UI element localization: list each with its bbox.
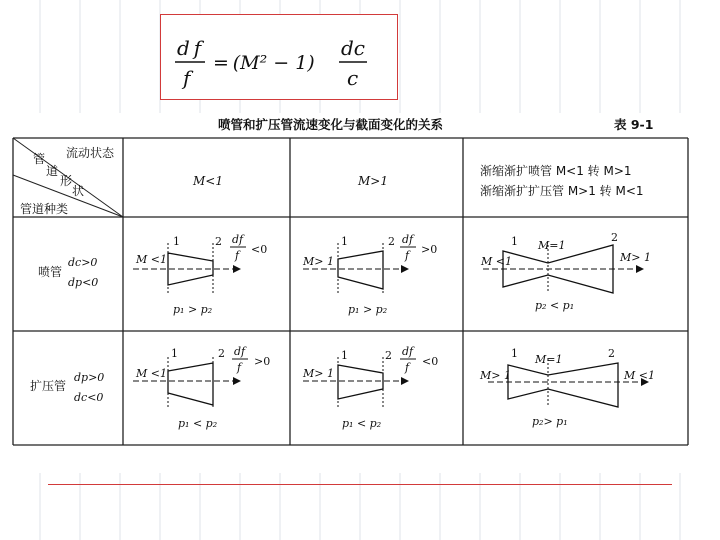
formula-rhs-denominator: c: [347, 66, 359, 90]
area-velocity-formula: [161, 15, 399, 101]
station-2-label: 2: [611, 231, 618, 244]
laval-diffuser-diagram: [488, 359, 648, 407]
table-9-1: [8, 113, 690, 473]
station-1-label: 1: [173, 235, 180, 248]
row-diffuser-cond1: dp>0: [74, 371, 105, 384]
pressure-relation: p₁ < p₂: [342, 417, 382, 430]
station-1-label: 1: [511, 235, 518, 248]
row-diffuser-cond2: dc<0: [74, 391, 104, 404]
f-label: f: [405, 361, 410, 374]
pressure-relation: p₁ < p₂: [178, 417, 218, 430]
f-label: f: [405, 249, 410, 262]
column-laval-diffuser: 渐缩渐扩扩压管 M>1 转 M<1: [480, 184, 644, 198]
corner-pipe-type: 管道种类: [20, 202, 69, 216]
area-sign: >0: [421, 243, 438, 256]
mach-label: M <1: [136, 253, 167, 266]
column-laval-nozzle: 渐缩渐扩喷管 M<1 转 M>1: [480, 164, 632, 178]
formula-lhs-numerator: d f: [177, 36, 202, 60]
station-2-label: 2: [385, 349, 392, 362]
corner-shape-1: 管: [33, 152, 46, 166]
diffuser-supersonic-diagram: [303, 357, 408, 407]
throat-mach: M=1: [535, 353, 563, 366]
inlet-mach: M <1: [481, 255, 512, 268]
nozzle-supersonic-diagram: [303, 243, 408, 293]
station-2-label: 2: [388, 235, 395, 248]
corner-shape-2: 道: [46, 164, 59, 178]
table-drawing: [8, 113, 690, 473]
nozzle-subsonic-diagram: [133, 243, 240, 293]
corner-shape-3: 形: [60, 174, 73, 188]
pressure-relation: p₁ > p₂: [173, 303, 213, 316]
pressure-relation: p₂ < p₁: [535, 299, 575, 312]
df-label: df: [232, 233, 244, 246]
station-2-label: 2: [218, 347, 225, 360]
table-title: 喷管和扩压管流速变化与截面变化的关系: [218, 117, 444, 132]
outlet-mach: M> 1: [620, 251, 651, 264]
station-2-label: 2: [215, 235, 222, 248]
row-nozzle-cond1: dc>0: [68, 256, 98, 269]
df-label: df: [234, 345, 246, 358]
area-sign: <0: [422, 355, 439, 368]
df-label: df: [402, 345, 414, 358]
mach-label: M> 1: [303, 255, 334, 268]
outlet-mach: M <1: [624, 369, 655, 382]
mach-label: M> 1: [303, 367, 334, 380]
formula-rhs-numerator: dc: [341, 36, 366, 60]
column-subsonic: M<1: [193, 174, 223, 188]
formula-box: [160, 14, 398, 100]
laval-nozzle-diagram: [483, 245, 643, 293]
row-diffuser-name: 扩压管: [30, 379, 67, 393]
corner-flow-state: 流动状态: [66, 146, 115, 160]
corner-shape-4: 状: [72, 184, 85, 198]
station-1-label: 1: [341, 235, 348, 248]
diffuser-subsonic-diagram: [133, 357, 240, 407]
station-2-label: 2: [608, 347, 615, 360]
row-nozzle-name: 喷管: [38, 265, 63, 279]
formula-lhs-denominator: f: [183, 66, 191, 90]
inlet-mach: M> 1: [480, 369, 511, 382]
area-sign: >0: [254, 355, 271, 368]
throat-mach: M=1: [538, 239, 566, 252]
formula-middle: = (M² − 1): [213, 52, 315, 74]
pressure-relation: p₁ > p₂: [348, 303, 388, 316]
station-1-label: 1: [171, 347, 178, 360]
column-supersonic: M>1: [358, 174, 388, 188]
f-label: f: [235, 249, 240, 262]
f-label: f: [237, 361, 242, 374]
table-number: 表 9-1: [614, 117, 654, 132]
footer-rule: [48, 484, 672, 485]
pressure-relation: p₂> p₁: [532, 415, 568, 428]
area-sign: <0: [251, 243, 268, 256]
row-nozzle-cond2: dp<0: [68, 276, 99, 289]
station-1-label: 1: [341, 349, 348, 362]
df-label: df: [402, 233, 414, 246]
station-1-label: 1: [511, 347, 518, 360]
mach-label: M <1: [136, 367, 167, 380]
